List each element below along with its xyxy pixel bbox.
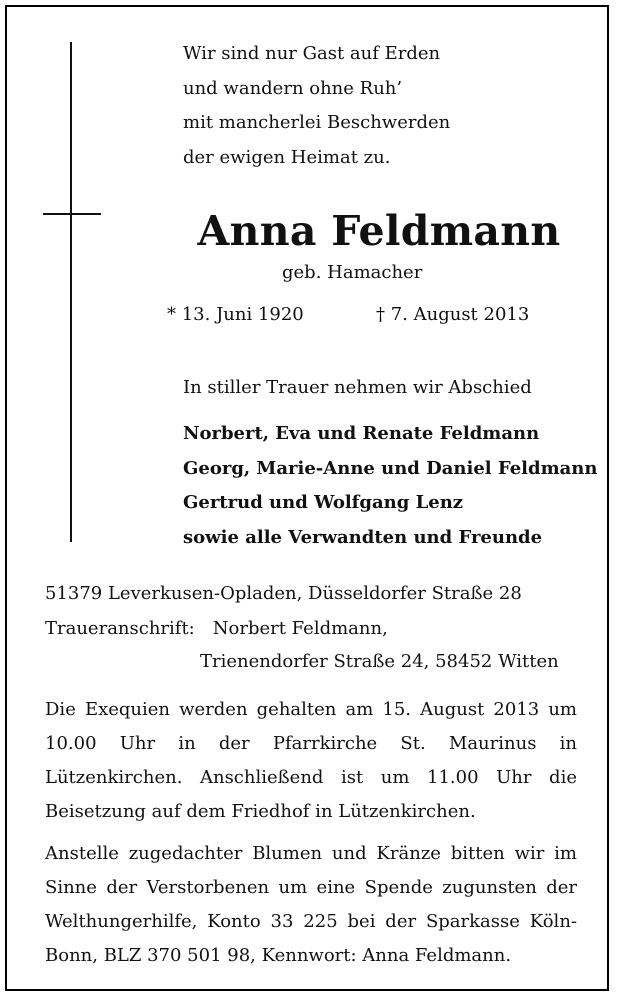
birth-date: * 13. Juni 1920 [167, 304, 304, 325]
exequien-paragraph: Die Exequien werden gehalten am 15. August 2013 um 10.00 Uhr in der Pfarrkirche St. Maurinus in Lützenkirchen. Anschließend ist um 11.00 Uhr die Beisetzung auf dem Friedhof in Lützenkirchen. [45, 699, 577, 822]
mourner-line: Gertrud und Wolfgang Lenz [183, 492, 464, 513]
verse-line: mit mancherlei Beschwerden [183, 112, 451, 133]
donation-paragraph: Anstelle zugedachter Blumen und Kränze bitten wir im Sinne der Verstorbenen um eine Spende zugunsten der Welthungerhilfe, Konto 33 225 bei der Sparkasse Köln-Bonn, BLZ 370 501 98, Kennwort: Anna Feldmann. [45, 843, 577, 966]
mourner-line: Georg, Marie-Anne und Daniel Feldmann [183, 457, 598, 479]
residence-address: 51379 Leverkusen-Opladen, Düsseldorfer Straße 28 [45, 583, 522, 604]
deceased-name: Anna Feldmann [197, 207, 561, 255]
mourning-intro: In stiller Trauer nehmen wir Abschied [183, 377, 532, 398]
death-date: † 7. August 2013 [376, 304, 530, 325]
cross-icon-vertical [70, 42, 72, 542]
verse-line: und wandern ohne Ruh’ [183, 77, 403, 99]
mourner-line: sowie alle Verwandten und Freunde [183, 526, 543, 548]
maiden-name: geb. Hamacher [282, 262, 423, 283]
verse [183, 37, 450, 175]
mourners-list [183, 417, 597, 555]
mourning-address-contact: Norbert Feldmann, [212, 618, 388, 639]
verse-line: Wir sind nur Gast auf Erden [183, 43, 441, 64]
mourning-address [45, 618, 388, 639]
mourning-address-label: Traueranschrift: [45, 618, 195, 639]
mourner-line: Norbert, Eva und Renate Feldmann [183, 423, 540, 444]
verse-line: der ewigen Heimat zu. [183, 146, 391, 168]
mourning-address-street: Trienendorfer Straße 24, 58452 Witten [200, 651, 559, 672]
obituary-notice [5, 5, 609, 991]
